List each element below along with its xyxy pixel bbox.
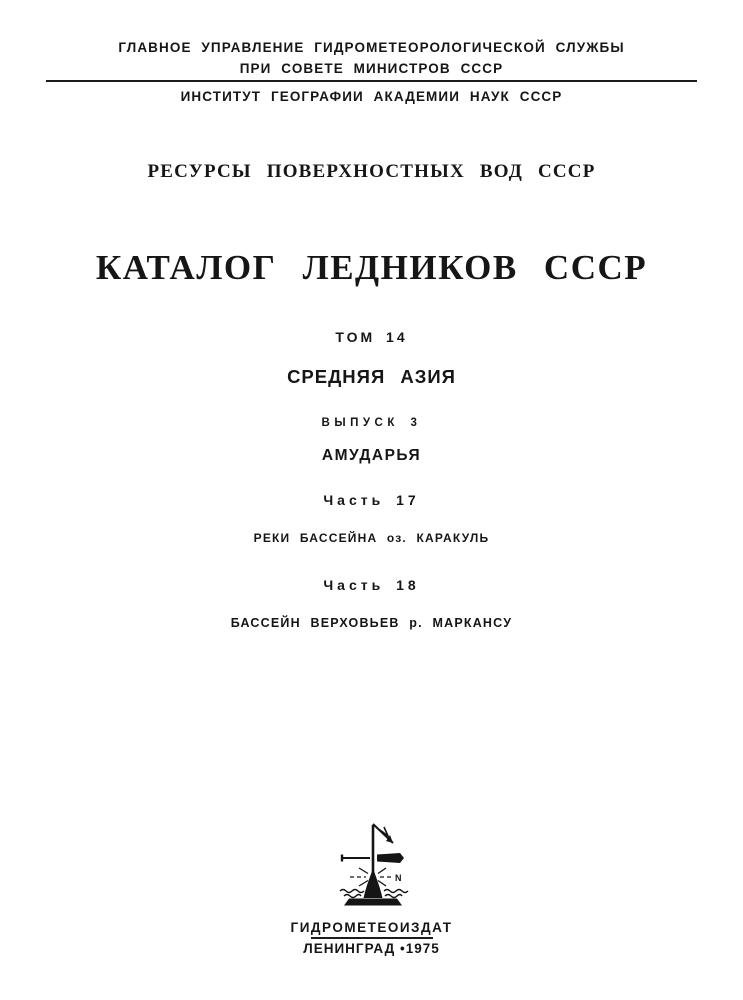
part-18-name: БАССЕЙН ВЕРХОВЬЕВ р. МАРКАНСУ (230, 616, 513, 630)
book-title: КАТАЛОГ ЛЕДНИКОВ СССР (95, 248, 648, 287)
publisher-city-year: ЛЕНИНГРАД •1975 (303, 941, 440, 956)
issuing-authority-line1: ГЛАВНОЕ УПРАВЛЕНИЕ ГИДРОМЕТЕОРОЛОГИЧЕСКОЙ СЛУЖБЫ (118, 40, 625, 55)
series-title: РЕСУРСЫ ПОВЕРХНОСТНЫХ ВОД СССР (147, 161, 596, 182)
volume-region: СРЕДНЯЯ АЗИЯ (287, 366, 456, 387)
emblem-letter: N (395, 873, 402, 883)
part-17-label: Часть 17 (323, 492, 420, 508)
volume-label: ТОМ 14 (335, 329, 408, 345)
publisher-divider-rule (311, 937, 433, 939)
part-18-label: Часть 18 (323, 577, 420, 593)
institute-line: ИНСТИТУТ ГЕОГРАФИИ АКАДЕМИИ НАУК СССР (180, 89, 563, 104)
weather-vane-icon (336, 820, 416, 908)
issue-name: АМУДАРЬЯ (321, 447, 422, 464)
publisher-name: ГИДРОМЕТЕОИЗДАТ (290, 920, 453, 935)
header-divider-rule (46, 80, 697, 82)
issue-label: ВЫПУСК 3 (321, 417, 422, 429)
issuing-authority-line2: ПРИ СОВЕТЕ МИНИСТРОВ СССР (239, 61, 504, 76)
part-17-name: РЕКИ БАССЕЙНА оз. КАРАКУЛЬ (253, 531, 490, 545)
